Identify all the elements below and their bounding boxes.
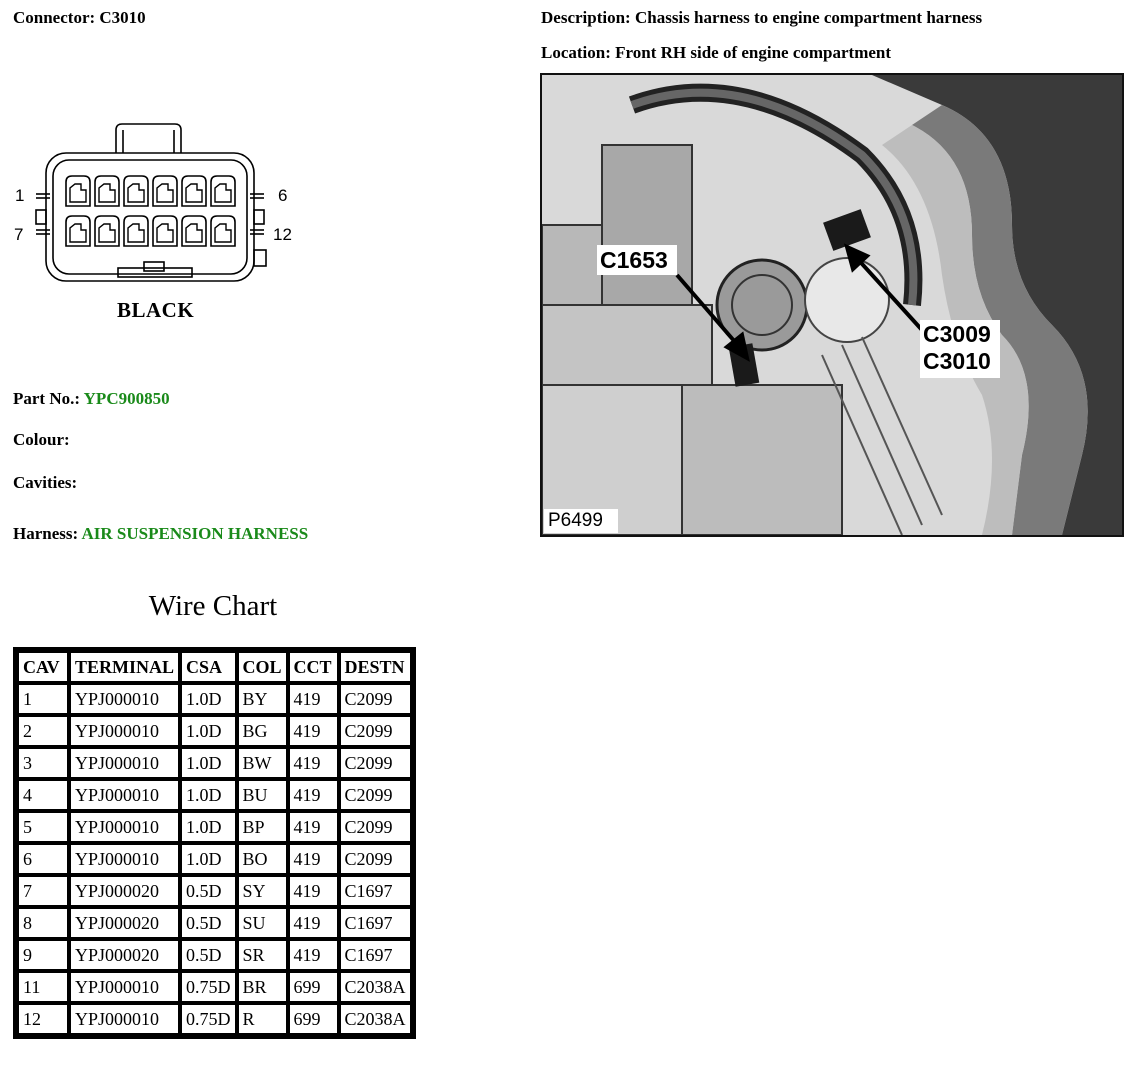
cell-cct: 419: [289, 844, 338, 874]
cell-cav: 12: [18, 1004, 68, 1034]
col-header-cct: CCT: [289, 652, 338, 682]
cell-col: BY: [238, 684, 287, 714]
colour-line: [13, 430, 70, 450]
cell-destn: C2038A: [340, 972, 411, 1002]
table-row: [18, 748, 411, 778]
connector-face-diagram: [8, 118, 308, 328]
cell-cct: 419: [289, 780, 338, 810]
cell-csa: 1.0D: [181, 844, 236, 874]
cell-terminal: YPJ000010: [70, 748, 179, 778]
cell-cct: 419: [289, 908, 338, 938]
latch-tab-shape: [116, 124, 181, 153]
cell-terminal: YPJ000020: [70, 940, 179, 970]
table-row: [18, 876, 411, 906]
pin-label-1: 1: [15, 186, 25, 205]
connector-value: C3010: [99, 8, 146, 27]
cell-terminal: YPJ000010: [70, 1004, 179, 1034]
table-row: [18, 780, 411, 810]
col-header-terminal: TERMINAL: [70, 652, 179, 682]
cavities-label: Cavities:: [13, 473, 78, 492]
cell-cav: 2: [18, 716, 68, 746]
table-row: [18, 844, 411, 874]
location-label: Location:: [541, 43, 611, 62]
cell-destn: C2099: [340, 748, 411, 778]
part-no-link[interactable]: YPC900850: [83, 389, 170, 408]
wire-chart-table: [13, 647, 416, 1039]
cell-cct: 419: [289, 940, 338, 970]
cell-cav: 6: [18, 844, 68, 874]
cell-col: R: [238, 1004, 287, 1034]
cell-col: BP: [238, 812, 287, 842]
cell-terminal: YPJ000020: [70, 908, 179, 938]
cavity-terminal-shape: [215, 184, 231, 202]
callout-c3009: C3009: [923, 321, 991, 347]
cell-cct: 419: [289, 716, 338, 746]
cell-col: SU: [238, 908, 287, 938]
col-header-csa: CSA: [181, 652, 236, 682]
col-header-col: COL: [238, 652, 287, 682]
cavity-grid: [66, 176, 235, 246]
cavity-terminal-shape: [70, 224, 86, 242]
cavity-terminal-shape: [186, 184, 202, 202]
cell-cav: 11: [18, 972, 68, 1002]
cell-destn: C2099: [340, 684, 411, 714]
col-header-cav: CAV: [18, 652, 68, 682]
cell-destn: C2099: [340, 812, 411, 842]
cell-cav: 4: [18, 780, 68, 810]
connector-label: Connector:: [13, 8, 96, 27]
cell-terminal: YPJ000010: [70, 844, 179, 874]
photo-reference: P6499: [548, 510, 603, 531]
cell-csa: 0.5D: [181, 876, 236, 906]
cell-terminal: YPJ000010: [70, 716, 179, 746]
harness-label: Harness:: [13, 524, 79, 543]
cell-terminal: YPJ000020: [70, 876, 179, 906]
cell-cav: 7: [18, 876, 68, 906]
cell-destn: C2099: [340, 716, 411, 746]
cell-col: SY: [238, 876, 287, 906]
harness-line: [13, 524, 308, 544]
cell-col: BU: [238, 780, 287, 810]
table-row: [18, 908, 411, 938]
cell-terminal: YPJ000010: [70, 780, 179, 810]
table-row: [18, 1004, 411, 1034]
cavity-terminal-shape: [99, 224, 115, 242]
harness-link[interactable]: AIR SUSPENSION HARNESS: [81, 524, 309, 543]
table-row: [18, 812, 411, 842]
callout-c3010: C3010: [923, 348, 991, 374]
cell-cct: 419: [289, 684, 338, 714]
cell-cct: 699: [289, 972, 338, 1002]
cell-cav: 8: [18, 908, 68, 938]
callout-c1653: C1653: [600, 247, 668, 273]
cavities-line: [13, 473, 77, 493]
cell-destn: C2038A: [340, 1004, 411, 1034]
cell-csa: 0.75D: [181, 1004, 236, 1034]
cavity-terminal-shape: [128, 224, 144, 242]
cell-cav: 9: [18, 940, 68, 970]
cell-csa: 1.0D: [181, 716, 236, 746]
part-no-line: [13, 389, 170, 409]
part-no-label: Part No.:: [13, 389, 81, 408]
pin-label-6: 6: [278, 186, 288, 205]
cell-cav: 5: [18, 812, 68, 842]
cell-col: BW: [238, 748, 287, 778]
cell-destn: C2099: [340, 844, 411, 874]
description-line: [541, 8, 982, 28]
cell-cav: 1: [18, 684, 68, 714]
cell-cav: 3: [18, 748, 68, 778]
cavity-terminal-shape: [157, 224, 173, 242]
wire-chart-title: Wire Chart: [148, 590, 278, 622]
pin-label-12: 12: [273, 225, 292, 244]
cell-destn: C2099: [340, 780, 411, 810]
connector-heading: [13, 8, 146, 28]
table-row: [18, 972, 411, 1002]
cavity-terminal-shape: [70, 184, 86, 202]
cell-col: BG: [238, 716, 287, 746]
cell-csa: 1.0D: [181, 780, 236, 810]
location-value: Front RH side of engine compartment: [615, 43, 892, 62]
cell-destn: C1697: [340, 876, 411, 906]
cell-terminal: YPJ000010: [70, 812, 179, 842]
cell-terminal: YPJ000010: [70, 972, 179, 1002]
cell-csa: 1.0D: [181, 812, 236, 842]
cell-csa: 0.75D: [181, 972, 236, 1002]
location-line: [541, 43, 891, 63]
cavity-terminal-shape: [128, 184, 144, 202]
cavity-terminal-shape: [215, 224, 231, 242]
pin-label-7: 7: [14, 225, 24, 244]
colour-label: Colour:: [13, 430, 70, 449]
cell-csa: 1.0D: [181, 748, 236, 778]
cell-csa: 0.5D: [181, 940, 236, 970]
cell-col: BO: [238, 844, 287, 874]
table-row: [18, 940, 411, 970]
cell-col: BR: [238, 972, 287, 1002]
cavity-terminal-shape: [186, 224, 202, 242]
cavity-terminal-shape: [157, 184, 173, 202]
cell-cct: 419: [289, 748, 338, 778]
table-row: [18, 716, 411, 746]
connector-colour-caption: BLACK: [117, 298, 195, 322]
description-value: Chassis harness to engine compartment harness: [634, 8, 983, 27]
cell-cct: 419: [289, 812, 338, 842]
location-photo: [540, 73, 1124, 537]
col-header-destn: DESTN: [340, 652, 411, 682]
cell-cct: 419: [289, 876, 338, 906]
cell-cct: 699: [289, 1004, 338, 1034]
cell-csa: 1.0D: [181, 684, 236, 714]
cavity-terminal-shape: [99, 184, 115, 202]
table-row: [18, 684, 411, 714]
cell-destn: C1697: [340, 908, 411, 938]
cell-destn: C1697: [340, 940, 411, 970]
cell-col: SR: [238, 940, 287, 970]
description-label: Description:: [541, 8, 631, 27]
cell-terminal: YPJ000010: [70, 684, 179, 714]
cell-csa: 0.5D: [181, 908, 236, 938]
wire-chart-header-row: [18, 652, 411, 682]
